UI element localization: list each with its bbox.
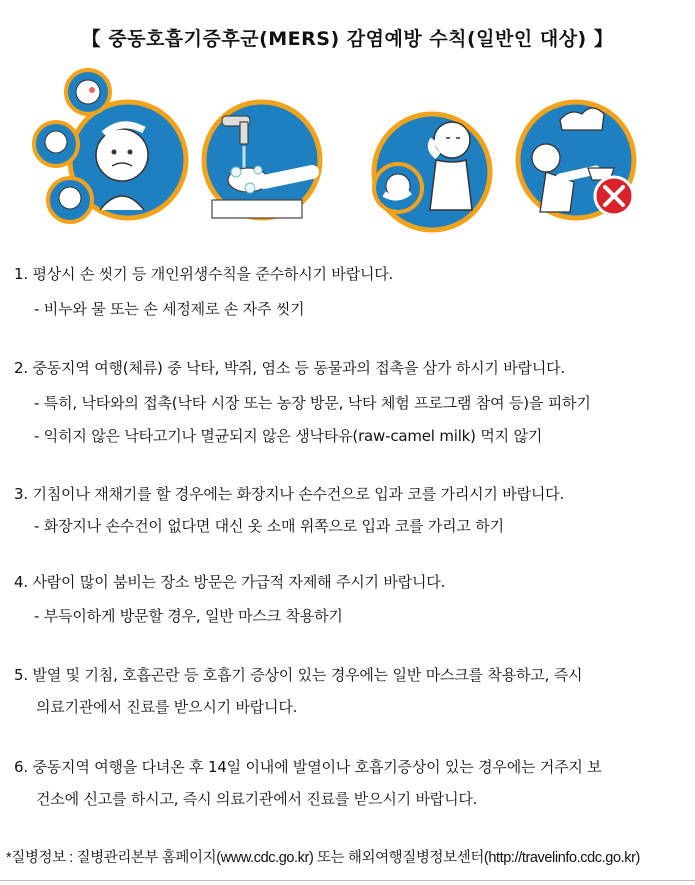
rule-4-sub-1: - 부득이하게 방문할 경우, 일반 마스크 착용하기	[34, 607, 343, 625]
sick-person-icon	[34, 70, 186, 222]
page-title: 【 중동호흡기증후군(MERS) 감염예방 수칙(일반인 대상) 】	[81, 28, 614, 50]
rule-2-sub-2: - 익히지 않은 낙타고기나 멸균되지 않은 생낙타유(raw-camel milk) 먹지 않기	[34, 427, 543, 445]
rule-5-continued: 의료기관에서 진료를 받으시기 바랍니다.	[36, 698, 298, 716]
rule-5-main: 5. 발열 및 기침, 호흡곤란 등 호흡기 증상이 있는 경우에는 일반 마스크를 착용하고, 즉시	[14, 666, 583, 684]
rule-2-sub-1: - 특히, 낙타와의 접촉(낙타 시장 또는 농장 방문, 낙타 체험 프로그램 참여 등)을 피하기	[34, 394, 591, 412]
bottom-divider	[0, 880, 695, 881]
rule-2-main: 2. 중동지역 여행(체류) 중 낙타, 박쥐, 염소 등 동물과의 접촉을 삼가 하시기 바랍니다.	[14, 359, 566, 377]
illustration-strip	[0, 60, 695, 250]
rule-1-sub-1: - 비누와 물 또는 손 세정제로 손 자주 씻기	[34, 300, 305, 318]
no-camel-contact-icon	[518, 102, 634, 218]
rule-6-main: 6. 중동지역 여행을 다녀온 후 14일 이내에 발열이나 호흡기증상이 있는 경우에는 거주지 보	[14, 758, 602, 776]
rule-6-continued: 건소에 신고를 하시고, 즉시 의료기관에서 진료를 받으시기 바랍니다.	[36, 790, 478, 808]
rule-1-main: 1. 평상시 손 씻기 등 개인위생수칙을 준수하시기 바랍니다.	[14, 265, 394, 283]
rule-3-sub-1: - 화장지나 손수건이 없다면 대신 옷 소매 위쪽으로 입과 코를 가리고 하기	[34, 517, 504, 535]
hand-washing-icon	[204, 102, 320, 218]
source-footer: *질병정보 : 질병관리본부 홈페이지(www.cdc.go.kr) 또는 해외여행질병정보센터(http://travelinfo.cdc.go.kr)	[6, 850, 640, 866]
rule-4-main: 4. 사람이 많이 붐비는 장소 방문은 가급적 자제해 주시기 바랍니다.	[14, 573, 446, 591]
rule-3-main: 3. 기침이나 재채기를 할 경우에는 화장지나 손수건으로 입과 코를 가리시기 바랍니다.	[14, 485, 565, 503]
cough-covering-icon	[374, 114, 490, 230]
